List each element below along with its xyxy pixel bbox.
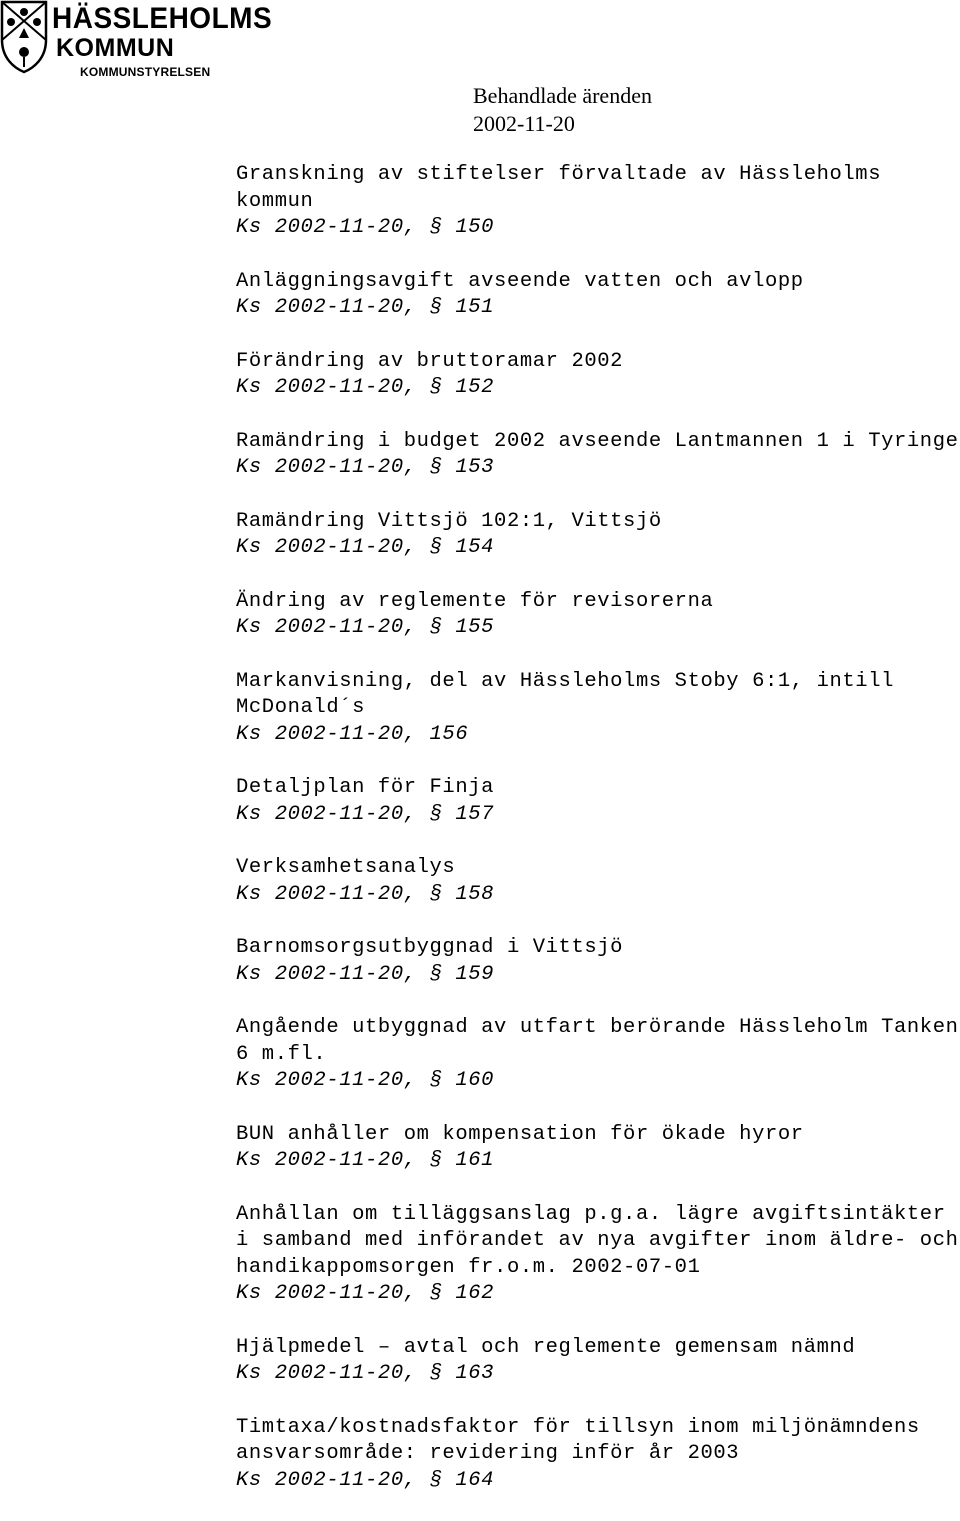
municipality-logo bbox=[0, 0, 273, 90]
agenda-item-reference: Ks 2002-11-20, § 158 bbox=[236, 882, 495, 906]
agenda-item bbox=[236, 509, 960, 562]
agenda-item-reference: Ks 2002-11-20, 156 bbox=[236, 722, 469, 746]
document-date: 2002-11-20 bbox=[473, 111, 575, 136]
agenda-item bbox=[236, 1015, 960, 1095]
agenda-item-title: Verksamhetsanalys bbox=[236, 856, 456, 879]
agenda-item bbox=[236, 669, 960, 749]
agenda-item-reference: Ks 2002-11-20, § 159 bbox=[236, 962, 495, 986]
agenda-item-reference: Ks 2002-11-20, § 154 bbox=[236, 536, 495, 559]
org-department: KOMMUNSTYRELSEN bbox=[80, 65, 211, 79]
agenda-item-title: Angående utbyggnad av utfart berörande Hässleholm Tanken 6 m.fl. bbox=[236, 1016, 959, 1066]
agenda-item bbox=[236, 1122, 960, 1175]
agenda-item bbox=[236, 855, 960, 908]
agenda-item-reference: Ks 2002-11-20, § 164 bbox=[236, 1468, 495, 1492]
agenda-item-title: Ramändring i budget 2002 avseende Lantmannen 1 i Tyringe bbox=[236, 429, 959, 453]
agenda-item bbox=[236, 349, 960, 402]
logo-wordmark bbox=[52, 2, 272, 80]
agenda-item-reference: Ks 2002-11-20, § 150 bbox=[236, 216, 495, 239]
agenda-item-reference: Ks 2002-11-20, § 161 bbox=[236, 1149, 495, 1172]
agenda-item-reference: Ks 2002-11-20, § 152 bbox=[236, 376, 495, 399]
agenda-item-title: Barnomsorgsutbyggnad i Vittsjö bbox=[236, 936, 624, 959]
document-title: Behandlade ärenden bbox=[473, 83, 652, 108]
agenda-item-title: Detaljplan för Finja bbox=[236, 776, 495, 799]
agenda-item-reference: Ks 2002-11-20, § 160 bbox=[236, 1069, 495, 1092]
agenda-item-title: Granskning av stiftelser förvaltade av Hässleholms kommun bbox=[236, 163, 895, 213]
agenda-item bbox=[236, 1335, 960, 1388]
org-name-line2: KOMMUN bbox=[56, 34, 175, 62]
agenda-item bbox=[236, 775, 960, 828]
agenda-item-reference: Ks 2002-11-20, § 162 bbox=[236, 1282, 495, 1305]
agenda-item bbox=[236, 269, 960, 322]
agenda-item-title: Anhållan om tilläggsanslag p.g.a. lägre avgiftsintäkter i samband med införandet av nya avgifter inom äldre- och handikappomsorgen fr.o.m. 2002-07-01 bbox=[236, 1202, 959, 1279]
agenda-item bbox=[236, 162, 960, 242]
agenda-item-title: BUN anhåller om kompensation för ökade hyror bbox=[236, 1122, 804, 1146]
agenda-item-title: Ramändring Vittsjö 102:1, Vittsjö bbox=[236, 509, 662, 533]
agenda-list bbox=[236, 162, 960, 1521]
agenda-item-reference: Ks 2002-11-20, § 163 bbox=[236, 1362, 495, 1385]
agenda-item-title: Anläggningsavgift avseende vatten och avlopp bbox=[236, 269, 804, 293]
agenda-item-reference: Ks 2002-11-20, § 151 bbox=[236, 296, 495, 319]
agenda-item bbox=[236, 589, 960, 642]
agenda-item bbox=[236, 1415, 960, 1495]
document-header bbox=[473, 82, 652, 138]
agenda-item-title: Ändring av reglemente för revisorerna bbox=[236, 589, 714, 613]
agenda-item-title: Markanvisning, del av Hässleholms Stoby 6:1, intill McDonald´s bbox=[236, 669, 907, 719]
coat-of-arms-icon bbox=[0, 0, 48, 74]
agenda-item-reference: Ks 2002-11-20, § 155 bbox=[236, 616, 495, 639]
org-name-line1: HÄSSLEHOLMS bbox=[52, 2, 273, 35]
agenda-item bbox=[236, 429, 960, 482]
agenda-item-title: Förändring av bruttoramar 2002 bbox=[236, 349, 624, 373]
agenda-item bbox=[236, 935, 960, 988]
agenda-item-reference: Ks 2002-11-20, § 157 bbox=[236, 802, 495, 826]
agenda-item-title: Timtaxa/kostnadsfaktor för tillsyn inom miljönämndens ansvarsområde: revidering inför år 2003 bbox=[236, 1415, 933, 1465]
agenda-item-reference: Ks 2002-11-20, § 153 bbox=[236, 456, 495, 479]
agenda-item bbox=[236, 1202, 960, 1308]
agenda-item-title: Hjälpmedel – avtal och reglemente gemensam nämnd bbox=[236, 1335, 856, 1359]
